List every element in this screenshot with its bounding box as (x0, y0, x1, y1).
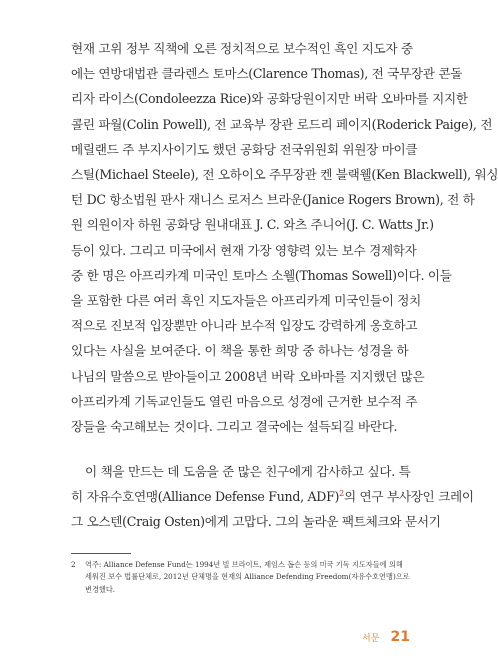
footnote-divider (71, 553, 131, 554)
text-line: 적으로 진보적 입장뿐만 아니라 보수적 입장도 강력하게 옹호하고 (71, 318, 418, 334)
text-segment: 히 자유수호연맹(Alliance Defense Fund, ADF) (71, 489, 340, 505)
body-paragraph-2 (71, 459, 474, 535)
footnote-number: 2 (71, 560, 76, 569)
text-line: 그 오스텐(Craig Osten)에게 고맙다. 그의 놀라운 팩트체크와 문서기 (71, 514, 441, 530)
footnote-text: 역주: Alliance Defense Fund는 1994년 빌 브라이트, 제임스 돕슨 등의 미국 기독 지도자들에 의해 세워진 보수 법률단체로, 2012년 단체명을 현재의 Alliance Defending Freedom(자유수호연맹)으로 변경했다. (85, 560, 410, 594)
page-folio (362, 626, 410, 645)
text-segment: 의 연구 부사장인 크레이 (343, 489, 474, 505)
text-line: 스틸(Michael Steele), 전 오하이오 주무장관 켄 블랙웰(Ken Blackwell), 워싱 (71, 167, 498, 183)
text-line: 있다는 사실을 보여준다. 이 책을 통한 희망 중 하나는 성경을 하 (71, 343, 409, 359)
page-number: 21 (390, 629, 410, 645)
text-line: 등이 있다. 그리고 미국에서 현재 가장 영향력 있는 보수 경제학자 (71, 242, 417, 258)
text-line (71, 484, 474, 509)
text-line: 에는 연방대법관 클라렌스 토마스(Clarence Thomas), 전 국무장관 콘돌 (71, 66, 463, 82)
text-line: 나님의 말씀으로 받아들이고 2008년 버락 오바마를 지지했던 많은 (71, 368, 425, 384)
text-line: 을 포함한 다른 여러 흑인 지도자들은 아프리카계 미국인들이 정치 (71, 293, 421, 309)
footnote (71, 559, 411, 596)
body-paragraph-1 (71, 36, 498, 439)
text-line: 턴 DC 항소법원 판사 재니스 로저스 브라운(Janice Rogers Brown), 전 하 (71, 192, 475, 208)
text-line: 아프리카계 기독교인들도 열린 마음으로 성경에 근거한 보수적 주 (71, 393, 418, 409)
text-line: 중 한 명은 아프리카계 미국인 토마스 소웰(Thomas Sowell)이다. 이들 (71, 267, 452, 283)
text-line: 콜린 파월(Colin Powell), 전 교육부 장관 로드리 페이지(Roderick Paige), 전 (71, 116, 493, 132)
text-line: 리자 라이스(Condoleezza Rice)와 공화당원이지만 버락 오바마를 지지한 (71, 91, 468, 107)
text-line: 원 의원이자 하원 공화당 원내대표 J. C. 와츠 주니어(J. C. Watts Jr.) (71, 217, 434, 233)
text-line: 현재 고위 정부 직책에 오른 정치적으로 보수적인 흑인 지도자 중 (71, 41, 413, 56)
text-line: 이 책을 만드는 데 도움을 준 많은 친구에게 감사하고 싶다. 특 (85, 464, 411, 479)
text-line: 메릴랜드 주 부지사이기도 했던 공화당 전국위원회 위원장 마이클 (71, 141, 418, 157)
footnote-reference[interactable]: 2 (339, 489, 344, 499)
text-line: 장들을 숙고해보는 것이다. 그리고 결국에는 설득되길 바란다. (71, 419, 398, 435)
section-label: 서문 (362, 634, 380, 644)
